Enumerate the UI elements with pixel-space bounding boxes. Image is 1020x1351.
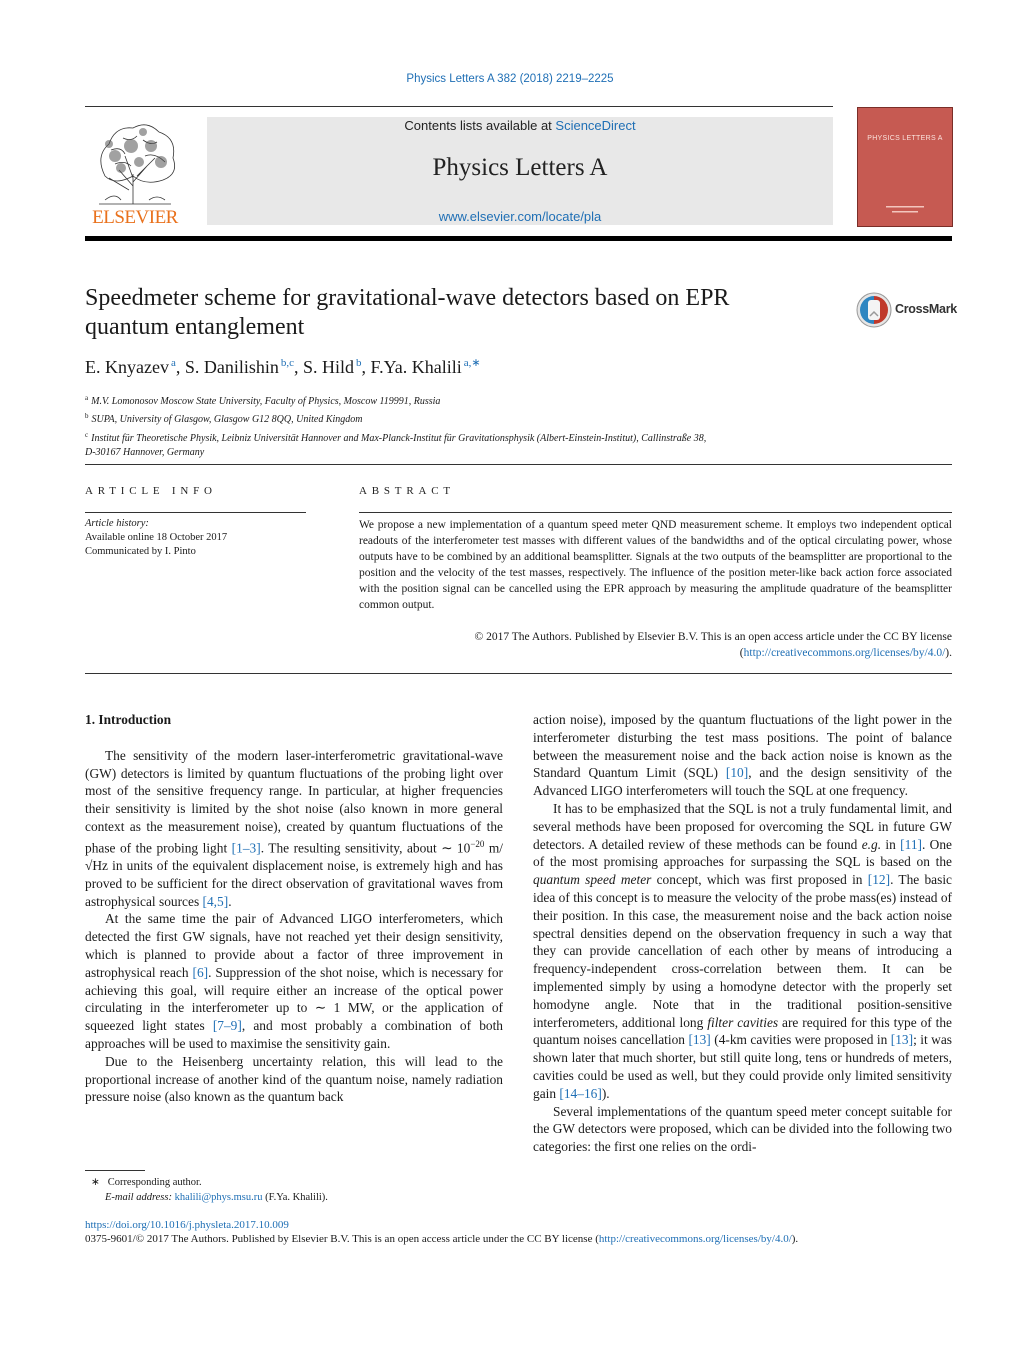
header-thick-rule <box>85 236 952 241</box>
journal-cover[interactable] <box>857 107 953 227</box>
affiliation-mark: a <box>85 394 89 402</box>
cover-title: PHYSICS LETTERS A <box>867 135 943 142</box>
author-name: E. Knyazev <box>85 357 169 377</box>
cover-decoration <box>868 204 942 216</box>
affiliation-text: Institut für Theoretische Physik, Leibniz Universität Hannover and Max-Planck-Institut für Gravitationsphysik (Albert-Einstein-Institut), Callinstraße 38, <box>91 432 707 444</box>
citation-link[interactable]: [13] <box>890 1032 914 1048</box>
affiliation-text: M.V. Lomonosov Moscow State University, Faculty of Physics, Moscow 119991, Russia <box>91 396 441 407</box>
citation-link[interactable]: [13] <box>688 1032 711 1048</box>
history-label: Article history: <box>85 518 149 529</box>
article-title: Speedmeter scheme for gravitational-wave detectors based on EPR quantum entanglement <box>85 285 730 340</box>
article-info-heading: ARTICLE INFO <box>85 485 217 497</box>
journal-homepage-link[interactable]: www.elsevier.com/locate/pla <box>438 209 602 224</box>
body-left-column <box>85 711 503 1106</box>
author-affil-mark[interactable]: b,c <box>280 357 295 369</box>
paragraph: It has to be emphasized that the SQL is not a truly fundamental limit, and several methods have been proposed for overcoming the SQL in future GW detectors. A detailed review of these methods can be found e.g. in [11]. One of the most promising approaches for surpassing the SQL is based on the quantum speed meter concept, which was first proposed in [12]. The basic idea of this concept is to measure the velocity of the probe mass(es) instead of their position. In this case, the measurement noise and the back action noise spectral densities depend on the observation frequency in such a way that they can provide cancellation of each other by means of introducing a frequency-independent cross-correlation between them. It can be implemented simply by using a homodyne detector with the properly set homodyne angle. Note that in the traditional position-sensitive interferometers, additional long filter cavities are required for this type of the quantum noises cancellation [13] (4-km cavities were proposed in [13]; it was shown later that much shorter, but still quite long, tens or hundreds of meters, cavities could be used as well, but they could provide only limited sensitivity gain [14–16]). <box>533 800 953 1101</box>
citation-link[interactable]: [10] <box>725 765 749 781</box>
abstract-text: We propose a new implementation of a quantum speed meter QND measurement scheme. It employs two independent optical readouts of the interferometer test masses with different values of the bandwidths and of the optical circulating power, whose outputs have to be combined by an additional beamsplitter. Signals at the two outputs of the beamsplitter are proportional to the position and the velocity of the test masses, respectively. The influence of the position meter-like back action force associated with the position signal can be cancelled using the EPR approach by measuring the amplitude quadrature of the beamsplitter common output. <box>359 519 952 611</box>
article-info <box>85 517 315 559</box>
doi-link[interactable]: https://doi.org/10.1016/j.physleta.2017.10.009 <box>85 1219 289 1231</box>
affiliation-mark: b <box>85 412 89 421</box>
author-list: E. Knyazev $^a$, S. Danilishin $^{b,c}$, S. Hild $^b$, F.Ya. Khalili $^{a,∗}$ <box>85 357 481 377</box>
author-name: S. Hild <box>303 357 355 377</box>
issn-end: ). <box>791 1233 799 1245</box>
available-online: Available online 18 October 2017 <box>85 532 228 543</box>
paragraph: action noise), imposed by the quantum fluctuations of the light power in the interferometer disturbing the test mass positions. The point of balance between the measurement noise and the back action noise is known as the Standard Quantum Limit (SQL) [10], and the design sensitivity of the Advanced LIGO interferometers will touch the SQL at one frequency. <box>533 712 952 799</box>
author-affil-mark[interactable]: a,∗ <box>463 357 481 369</box>
crossmark-label: CrossMark <box>895 302 957 316</box>
corresponding-author: Corresponding author. <box>107 1177 202 1188</box>
affiliation-text: SUPA, University of Glasgow, Glasgow G12 8QQ, United Kingdom <box>91 414 363 426</box>
journal-reference[interactable]: Physics Letters A 382 (2018) 2219–2225 <box>406 73 614 85</box>
author-name: S. Danilishin <box>184 357 279 377</box>
section-rule <box>85 673 952 674</box>
abstract-rule <box>359 512 952 513</box>
citation-link[interactable]: [7–9] <box>212 1018 242 1034</box>
elsevier-logo <box>85 116 185 226</box>
citation-link[interactable]: [14–16] <box>559 1085 602 1101</box>
header-rule <box>85 106 833 107</box>
communicated-by: Communicated by I. Pinto <box>85 546 196 557</box>
crossmark-badge[interactable] <box>856 292 956 328</box>
crossmark-icon <box>856 292 892 328</box>
citation-link[interactable]: [1–3] <box>231 840 261 856</box>
footnote-rule <box>85 1170 145 1171</box>
journal-banner <box>207 117 833 225</box>
author-affil-mark[interactable]: b <box>356 357 362 369</box>
citation-link[interactable]: [11] <box>900 836 922 852</box>
affiliation <box>85 446 865 460</box>
affiliation-text: D-30167 Hannover, Germany <box>85 446 205 458</box>
issn-text: 0375-9601/© 2017 The Authors. Published by Elsevier B.V. This is an open access article under the CC BY license ( <box>85 1233 599 1245</box>
affiliation <box>85 428 865 446</box>
section-title: 1. Introduction <box>85 712 172 727</box>
sciencedirect-link[interactable]: ScienceDirect <box>555 118 636 133</box>
author-name: F.Ya. Khalili <box>370 357 462 377</box>
article-info-rule <box>85 512 306 513</box>
paragraph: Due to the Heisenberg uncertainty relation, this will lead to the proportional increase of another kind of the quantum noise, namely radiation pressure noise (also known as the quantum back <box>85 1053 503 1105</box>
contents-prefix: Contents lists available at <box>404 118 556 133</box>
footnote-mark: ∗ <box>91 1177 100 1188</box>
license-link[interactable]: http://creativecommons.org/licenses/by/4.0/ <box>743 647 946 659</box>
abstract-heading: ABSTRACT <box>359 485 455 497</box>
affiliation <box>85 409 865 427</box>
abstract-copyright: © 2017 The Authors. Published by Elsevier B.V. This is an open access article under the CC BY license (http://creativecommons.org/licenses/by/4.0/). <box>474 631 952 659</box>
email-link[interactable]: khalili@phys.msu.ru <box>174 1192 263 1203</box>
citation-link[interactable]: [6] <box>192 964 209 980</box>
exponent: −20 <box>470 838 485 849</box>
contents-line <box>207 117 833 133</box>
affiliations <box>85 391 865 460</box>
paragraph: At the same time the pair of Advanced LIGO interferometers, which detected the first GW signals, have not reached yet their design sensitivity, which is planned to provide about a factor of three improvement in astrophysical reach [6]. Suppression of the shot noise, which is necessary for achieving this goal, will require either an increase of the optical power circulating in the interferometer up to ∼ 1 MW, or the application of squeezed light states [7–9], and most probably a combination of both approaches will be used to maximise the sensitivity gain. <box>85 911 503 1052</box>
email-label: E-mail address: <box>105 1192 172 1203</box>
author-affil-mark[interactable]: a <box>170 357 176 369</box>
affiliation-mark: c <box>85 430 89 439</box>
body-right-column <box>533 711 952 1156</box>
email-owner: (F.Ya. Khalili). <box>265 1192 328 1203</box>
issn-line <box>85 1233 955 1245</box>
affiliation <box>85 391 865 409</box>
journal-name: Physics Letters A <box>432 154 608 181</box>
license-link[interactable]: http://creativecommons.org/licenses/by/4.0/ <box>598 1233 792 1245</box>
footnote <box>85 1175 505 1205</box>
paragraph: The sensitivity of the modern laser-interferometric gravitational-wave (GW) detectors is limited by quantum fluctuations of the probing light over most of the sensitive frequency range. In particular, at higher frequencies their sensitivity is limited by the shot noise (also known in more general context as the measurement noise), created by quantum fluctuations of the phase of the probing light [1–3]. The resulting sensitivity, about ∼ $10^{-20}$ m/√Hz in units of the equivalent displacement noise, is extremely high and has proved to be sufficient for the direct observation of gravitational waves from astrophysical sources [4,5]. <box>85 747 504 909</box>
publisher-logo-text: ELSEVIER <box>92 207 178 228</box>
copyright-text: © 2017 The Authors. Published by Elsevier B.V. This is an open access article under the CC BY license <box>474 631 952 643</box>
citation-link[interactable]: [4,5] <box>202 893 229 909</box>
paragraph: Several implementations of the quantum speed meter concept suitable for the GW detectors were proposed, which can be divided into the following two categories: the first one relies on the ordi- <box>533 1103 952 1155</box>
section-rule <box>85 464 952 465</box>
citation-link[interactable]: [12] <box>867 872 891 888</box>
